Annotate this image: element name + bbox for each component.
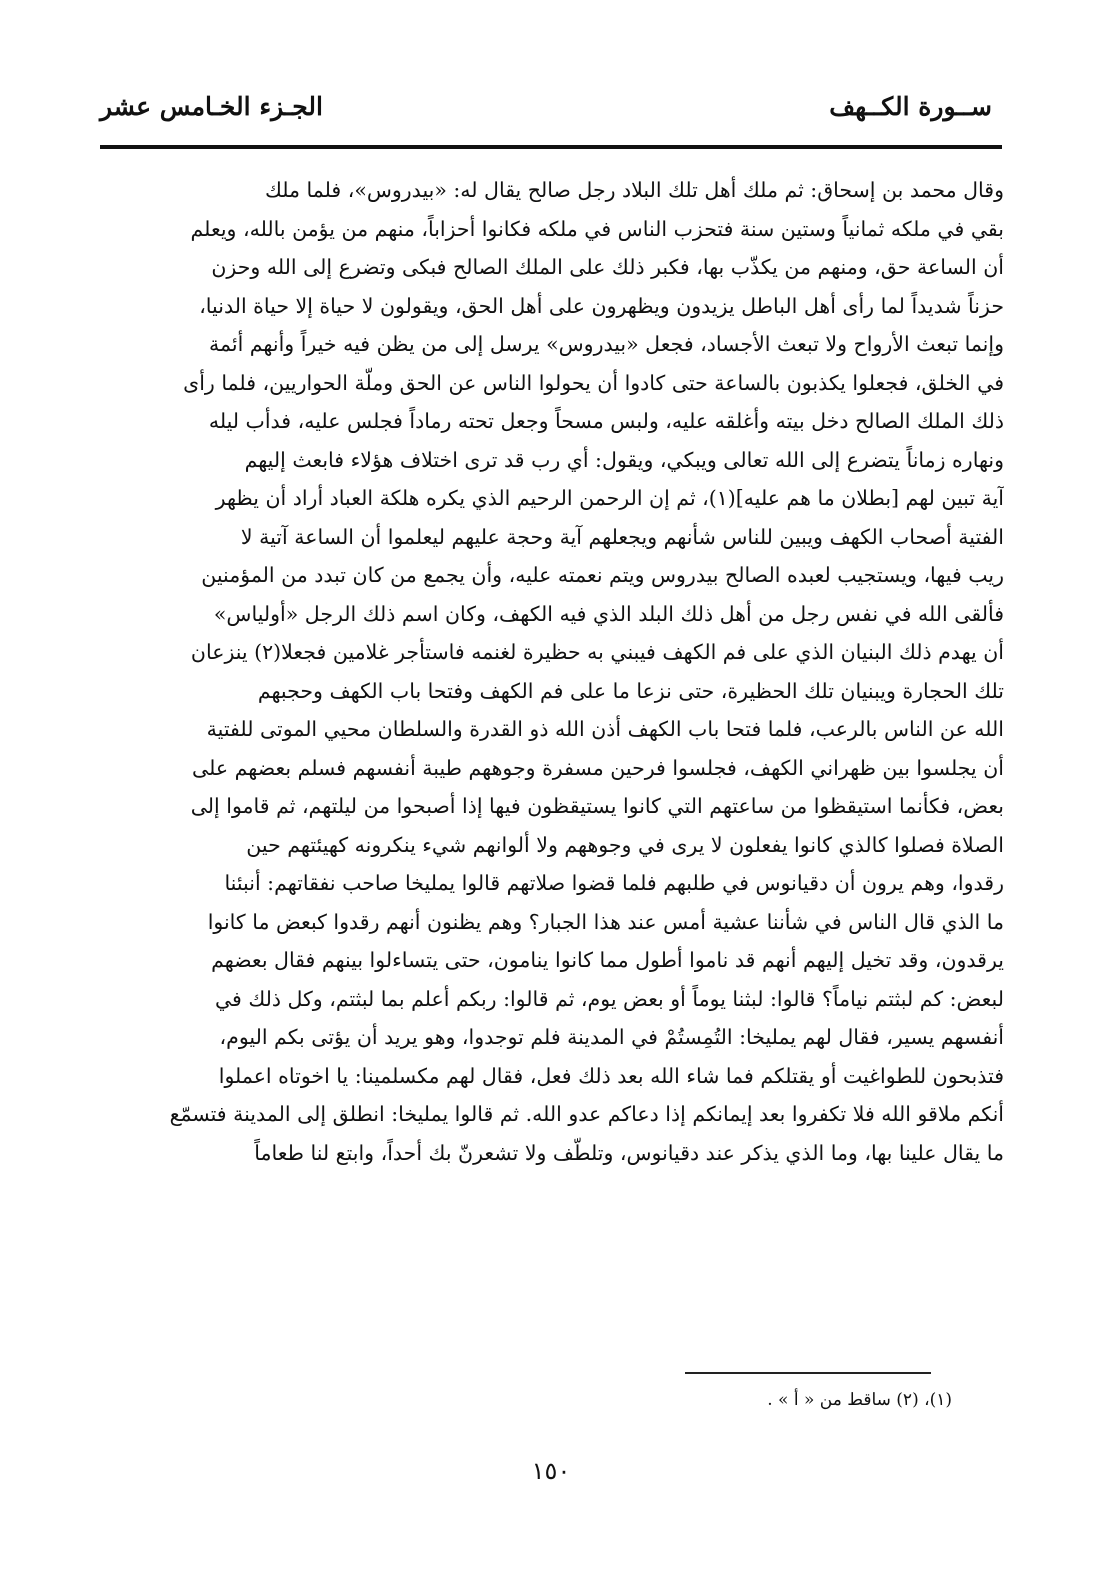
text-line: فتذبحون للطواغيت أو يقتلكم فما شاء الله بعد ذلك فعل، فقال لهم مكسلمينا: يا اخوتاه اعملوا [218,1063,1004,1088]
text-line: أن يجلسوا بين ظهراني الكهف، فجلسوا فرحين مسفرة وجوههم طيبة أنفسهم فسلم بعضهم على [191,755,1004,780]
text-line: وإنما تبعث الأرواح ولا تبعث الأجساد، فجعل «بيدروس» يرسل إلى من يظن فيه خيراً وأنهم أئمة [209,332,1004,356]
surah-title: ســورة الكــهف [829,92,992,121]
text-line: أنكم ملاقو الله فلا تكفروا بعد إيمانكم إذا دعاكم عدو الله. ثم قالوا يمليخا: انطلق إلى المدينة فتسمّع [169,1102,1004,1126]
text-line: أن يهدم ذلك البنيان الذي على فم الكهف فيبني به حظيرة لغنمه فاستأجر غلامين فجعلا(٢) ينزعان [190,640,1004,664]
footnote-divider [685,1372,931,1374]
body-text [98,171,1004,1211]
text-line: تلك الحجارة ويبنيان تلك الحظيرة، حتى نزعا ما على فم الكهف وفتحا باب الكهف وحجبهم [257,678,1004,703]
text-line: الصلاة فصلوا كالذي كانوا يفعلون لا يرى في وجوههم ولا ألوانهم شيء ينكرونه كهيئتهم حين [246,832,1004,857]
text-line: يرقدون، وقد تخيل إليهم أنهم قد ناموا أطول مما كانوا ينامون، حتى يتساءلوا بينهم فقال بعضهم [211,948,1004,972]
header-divider [100,145,1002,149]
text-line: رقدوا، وهم يرون أن دقيانوس في طلبهم فلما قضوا صلاتهم قالوا يمليخا صاحب نفقاتهم: أنبئنا [224,871,1004,895]
text-line: ريب فيها، ويستجيب لعبده الصالح بيدروس ويتم نعمته عليه، وأن يجمع من كان تبدد من المؤمنين [201,563,1004,587]
text-line: أنفسهم يسير، فقال لهم يمليخا: التُمِستُمْ في المدينة فلم توجدوا، وهو يريد أن يؤتى بكم اليوم، [219,1025,1004,1049]
text-line: الفتية أصحاب الكهف ويبين للناس شأنهم ويجعلهم آية وحجة عليهم ليعلموا أن الساعة آتية لا [240,524,1004,549]
text-line: آية تبين لهم [بطلان ما هم عليه](١)، ثم إن الرحمن الرحيم الذي يكره هلكة العباد أراد أن يظهر [215,486,1004,510]
text-line: بعض، فكأنما استيقظوا من ساعتهم التي كانوا يستيقظون فيها إذا أصبحوا من ليلتهم، ثم قاموا إلى [190,794,1004,818]
text-line: بقي في ملكه ثمانياً وستين سنة فتحزب الناس في ملكه فكانوا أحزاباً، منهم من يؤمن بالله، ويعلم [190,216,1004,241]
text-line: ونهاره زماناً يتضرع إلى الله تعالى ويبكي، ويقول: أي رب قد ترى اختلاف هؤلاء فابعث إليهم [244,447,1004,472]
text-line: وقال محمد بن إسحاق: ثم ملك أهل تلك البلاد رجل صالح يقال له: «بيدروس»، فلما ملك [264,178,1004,202]
text-line: ما الذي قال الناس في شأننا عشية أمس عند هذا الجبار؟ وهم يظنون أنهم رقدوا كبعض ما كانوا [207,909,1004,934]
text-line: الله عن الناس بالرعب، فلما فتحا باب الكهف أذن الله ذو القدرة والسلطان محيي الموتى للفتية [206,717,1004,741]
footnote: (١)، (٢) ساقط من « أ » . [767,1390,952,1410]
text-line: في الخلق، فجعلوا يكذبون بالساعة حتى كادوا أن يحولوا الناس عن الحق وملّة الحواريين، فلما رأى [183,370,1004,395]
text-line: فألقى الله في نفس رجل من أهل ذلك البلد الذي فيه الكهف، وكان اسم ذلك الرجل «أولياس» [213,601,1004,626]
page-number: ١٥٠ [531,1457,571,1485]
text-line: ذلك الملك الصالح دخل بيته وأغلقه عليه، ولبس مسحاً وجعل تحته رماداً فجلس عليه، فدأب ليله [208,409,1004,433]
part-label: الجـزء الخـامس عشر [100,92,323,121]
page-header [100,88,1002,132]
text-line [98,1172,1004,1211]
text-line: لبعض: كم لبثتم نياماً؟ قالوا: لبثنا يوماً أو بعض يوم، ثم قالوا: ربكم أعلم بما لبثتم، وكل ذلك في [214,986,1004,1011]
text-line: ما يقال علينا بها، وما الذي يذكر عند دقيانوس، وتلطّف ولا تشعرنّ بك أحداً، وابتع لنا طعاماً [254,1140,1004,1165]
text-line: أن الساعة حق، ومنهم من يكذّب بها، فكبر ذلك على الملك الصالح فبكى وتضرع إلى الله وحزن [211,255,1004,279]
text-line: حزناً شديداً لما رأى أهل الباطل يزيدون ويظهرون على أهل الحق، ويقولون لا حياة إلا حياة الدنيا، [199,293,1004,318]
